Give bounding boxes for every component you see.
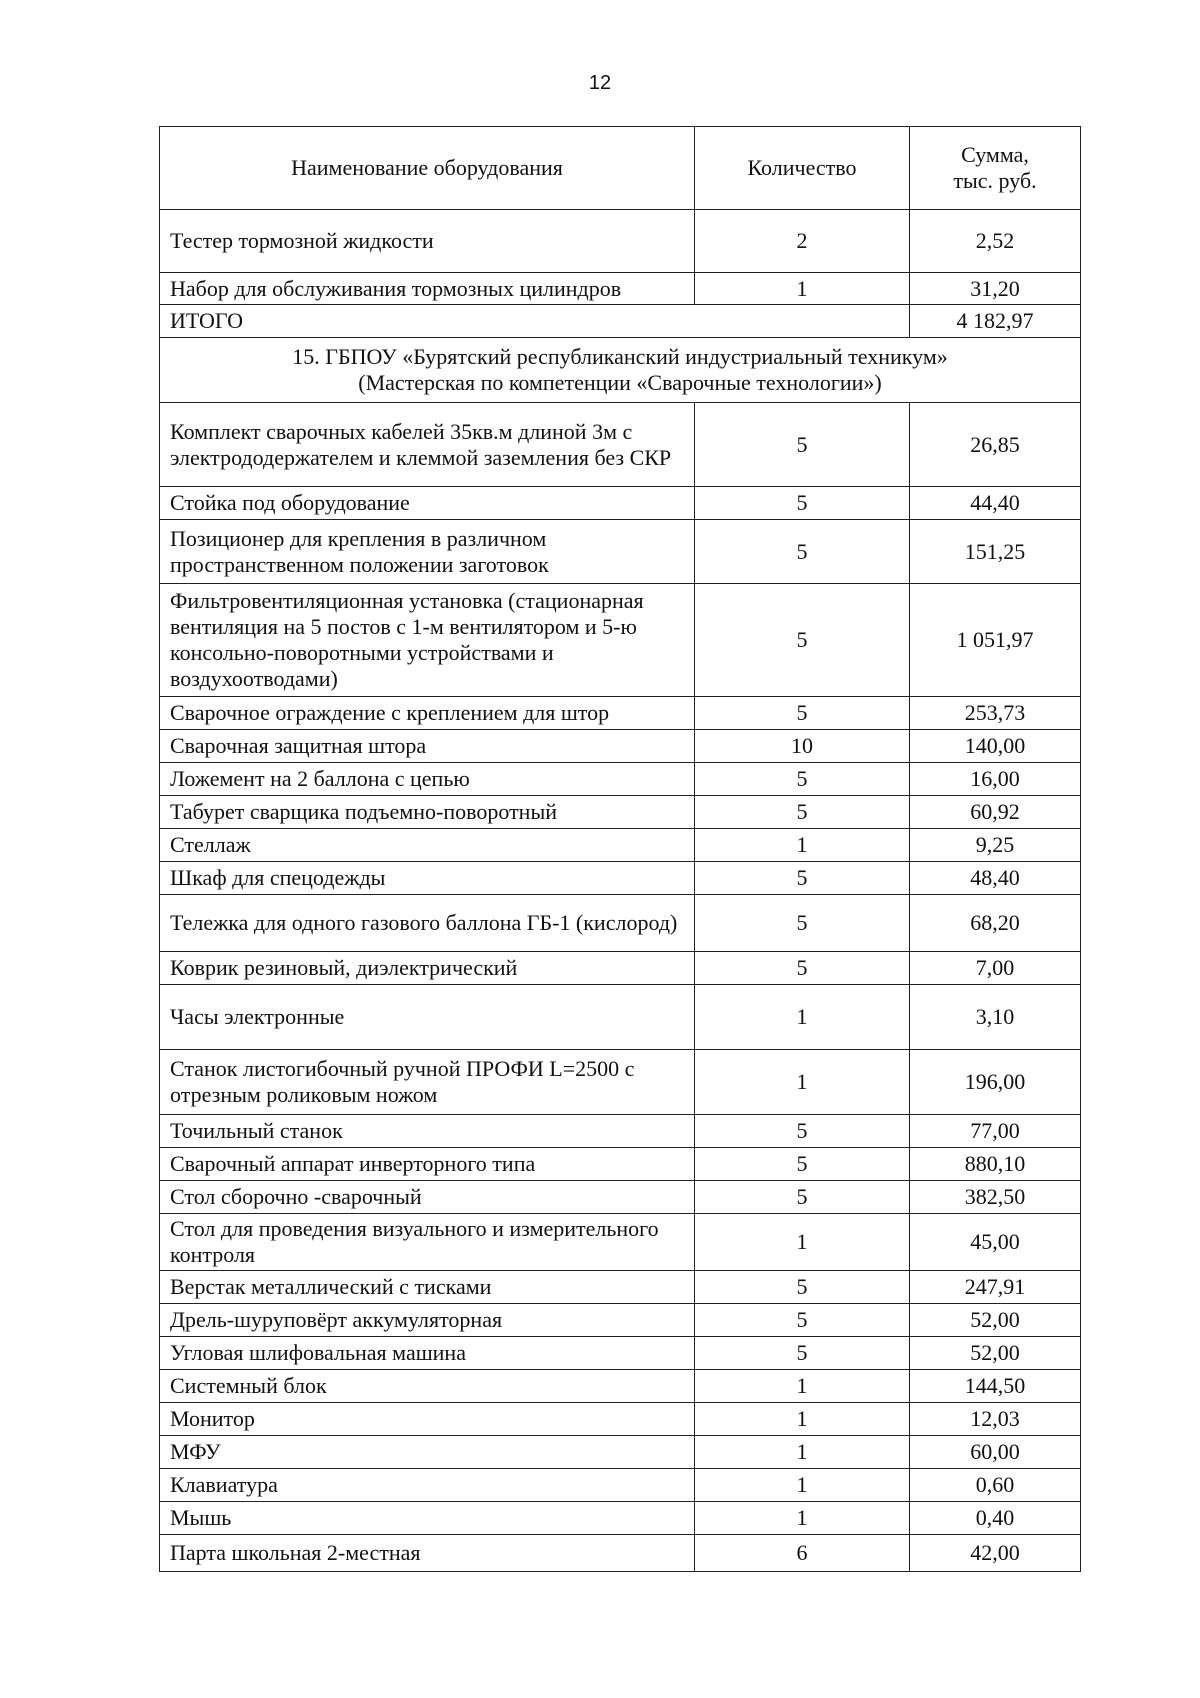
item-qty: 5 [695,1115,910,1148]
table-row [160,1502,1081,1535]
item-qty: 5 [695,952,910,985]
table-row [160,1403,1081,1436]
header-sum [910,127,1081,210]
table-row [160,1337,1081,1370]
item-sum: 9,25 [910,829,1081,862]
table-row [160,1304,1081,1337]
table-row [160,763,1081,796]
header-qty: Количество [695,127,910,210]
item-name: Верстак металлический с тисками [160,1271,695,1304]
item-sum: 1 051,97 [910,584,1081,697]
item-qty: 1 [695,1436,910,1469]
item-sum: 144,50 [910,1370,1081,1403]
item-name: МФУ [160,1436,695,1469]
item-name: Стол для проведения визуального и измерительного контроля [160,1214,695,1271]
table-row [160,1181,1081,1214]
item-sum: 2,52 [910,210,1081,273]
table-row [160,985,1081,1050]
item-sum: 48,40 [910,862,1081,895]
item-sum: 140,00 [910,730,1081,763]
item-sum: 7,00 [910,952,1081,985]
item-qty: 2 [695,210,910,273]
item-sum: 3,10 [910,985,1081,1050]
item-name: Парта школьная 2-местная [160,1535,695,1572]
item-name: Станок листогибочный ручной ПРОФИ L=2500 с отрезным роликовым ножом [160,1050,695,1115]
item-qty: 5 [695,584,910,697]
equipment-table [159,126,1081,1572]
item-sum: 77,00 [910,1115,1081,1148]
table-row [160,1436,1081,1469]
item-name: Дрель-шуруповёрт аккумуляторная [160,1304,695,1337]
item-qty: 5 [695,796,910,829]
item-name: Клавиатура [160,1469,695,1502]
header-sum-line1: Сумма, [961,142,1029,167]
item-sum: 880,10 [910,1148,1081,1181]
item-name: Угловая шлифовальная машина [160,1337,695,1370]
item-name: Комплект сварочных кабелей 35кв.м длиной 3м с электрододержателем и клеммой заземления без СКР [160,403,695,487]
item-qty: 6 [695,1535,910,1572]
item-sum: 382,50 [910,1181,1081,1214]
item-sum: 31,20 [910,273,1081,305]
item-qty: 10 [695,730,910,763]
item-qty: 1 [695,1403,910,1436]
table-row [160,829,1081,862]
item-name: Набор для обслуживания тормозных цилиндров [160,273,695,305]
section-title-line1: 15. ГБПОУ «Бурятский республиканский индустриальный техникум» [292,344,948,369]
table-row [160,403,1081,487]
item-name: Фильтровентиляционная установка (стационарная вентиляция на 5 постов с 1-м вентилятором и 5-ю консольно-поворотными устройствами и воздухоотводами) [160,584,695,697]
table-row [160,895,1081,952]
item-qty: 1 [695,1050,910,1115]
item-qty: 5 [695,1271,910,1304]
item-sum: 0,40 [910,1502,1081,1535]
item-qty: 5 [695,763,910,796]
table-row [160,1148,1081,1181]
item-qty: 1 [695,985,910,1050]
item-sum: 52,00 [910,1337,1081,1370]
item-qty: 1 [695,1370,910,1403]
table-row [160,584,1081,697]
item-qty: 5 [695,520,910,584]
item-sum: 253,73 [910,697,1081,730]
item-sum: 45,00 [910,1214,1081,1271]
item-sum: 68,20 [910,895,1081,952]
item-qty: 1 [695,273,910,305]
table-row [160,862,1081,895]
header-sum-line2: тыс. руб. [953,168,1037,193]
item-name: Монитор [160,1403,695,1436]
item-name: Тестер тормозной жидкости [160,210,695,273]
item-name: Шкаф для спецодежды [160,862,695,895]
page-number: 12 [588,72,612,94]
item-qty: 5 [695,1148,910,1181]
item-name: Мышь [160,1502,695,1535]
item-sum: 60,00 [910,1436,1081,1469]
item-sum: 26,85 [910,403,1081,487]
item-name: Табурет сварщика подъемно-поворотный [160,796,695,829]
table-row [160,1214,1081,1271]
item-sum: 16,00 [910,763,1081,796]
item-name: Позиционер для крепления в различном пространственном положении заготовок [160,520,695,584]
item-qty: 5 [695,1181,910,1214]
item-qty: 5 [695,1304,910,1337]
total-sum: 4 182,97 [910,305,1081,338]
item-name: Сварочная защитная штора [160,730,695,763]
section-row [160,338,1081,403]
item-sum: 247,91 [910,1271,1081,1304]
item-qty: 1 [695,829,910,862]
item-qty: 5 [695,862,910,895]
item-sum: 42,00 [910,1535,1081,1572]
table-row [160,1469,1081,1502]
item-name: Стойка под оборудование [160,487,695,520]
item-name: Стол сборочно -сварочный [160,1181,695,1214]
table-row [160,1115,1081,1148]
item-name: Ложемент на 2 баллона с цепью [160,763,695,796]
table-row [160,697,1081,730]
item-qty: 5 [695,1337,910,1370]
item-qty: 1 [695,1502,910,1535]
item-qty: 5 [695,403,910,487]
table-row [160,730,1081,763]
section-title-line2: (Мастерская по компетенции «Сварочные технологии») [358,370,882,395]
total-label: ИТОГО [160,305,910,338]
section-title [160,338,1081,403]
item-name: Часы электронные [160,985,695,1050]
item-sum: 60,92 [910,796,1081,829]
item-name: Тележка для одного газового баллона ГБ-1 (кислород) [160,895,695,952]
table-row [160,273,1081,305]
item-name: Точильный станок [160,1115,695,1148]
item-qty: 5 [695,697,910,730]
item-sum: 151,25 [910,520,1081,584]
item-sum: 52,00 [910,1304,1081,1337]
item-sum: 0,60 [910,1469,1081,1502]
table-row [160,210,1081,273]
item-qty: 5 [695,487,910,520]
header-name: Наименование оборудования [160,127,695,210]
item-name: Коврик резиновый, диэлектрический [160,952,695,985]
item-name: Сварочное ограждение с креплением для штор [160,697,695,730]
item-sum: 12,03 [910,1403,1081,1436]
item-qty: 5 [695,895,910,952]
table-row [160,1370,1081,1403]
table-row [160,952,1081,985]
item-sum: 44,40 [910,487,1081,520]
item-sum: 196,00 [910,1050,1081,1115]
table-row [160,1535,1081,1572]
table-row [160,487,1081,520]
total-row [160,305,1081,338]
table-row [160,796,1081,829]
item-qty: 1 [695,1214,910,1271]
table-row [160,1271,1081,1304]
item-qty: 1 [695,1469,910,1502]
item-name: Сварочный аппарат инверторного типа [160,1148,695,1181]
table-header-row [160,127,1081,210]
item-name: Системный блок [160,1370,695,1403]
item-name: Стеллаж [160,829,695,862]
table-row [160,520,1081,584]
table-row [160,1050,1081,1115]
